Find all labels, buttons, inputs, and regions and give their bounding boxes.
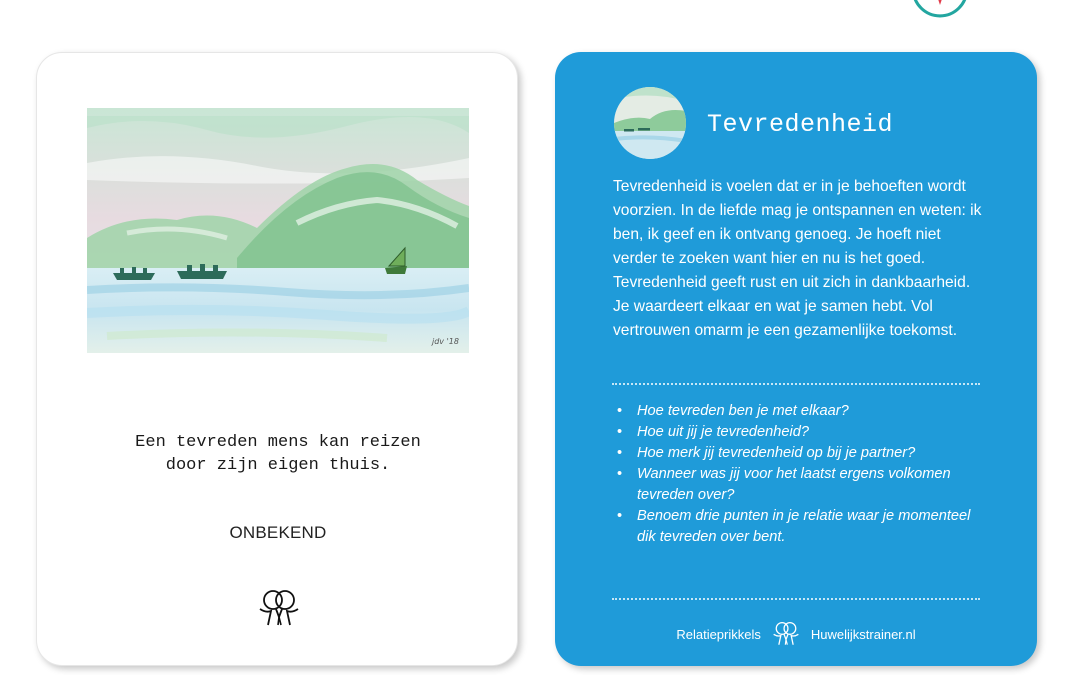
info-card (555, 52, 1037, 666)
quote-line: door zijn eigen thuis. (165, 456, 391, 475)
question-item: • Hoe tevreden ben je met elkaar? (617, 401, 987, 422)
couple-logo-icon (256, 587, 302, 627)
card-footer (555, 620, 1037, 649)
question-list (617, 401, 987, 548)
dotted-divider (612, 383, 980, 385)
badge-logo-icon (892, 0, 988, 22)
quote-text (37, 431, 519, 477)
dotted-divider (612, 598, 980, 600)
footer-website[interactable]: Huwelijkstrainer.nl (810, 627, 916, 642)
quote-author: ONBEKEND (229, 523, 327, 542)
question-item: • Benoem drie punten in je relatie waar je momenteel dik tevreden over bent. (617, 506, 987, 548)
question-item: • Hoe merk jij tevredenheid op bij je partner? (617, 443, 987, 464)
quote-card (36, 52, 518, 666)
couple-logo-icon (771, 620, 801, 649)
quote-line: Een tevreden mens kan reizen (135, 433, 421, 452)
description-text: Tevredenheid is voelen dat er in je behoeften wordt voorzien. In de liefde mag je ontspannen en weten: ik ben, ik geef en ik ontvang genoeg. Je hoeft niet verder te zoeken want hier en nu is het goed. Tevredenheid geeft rust en uit zich in dankbaarheid. Je waardeert elkaar en wat je samen hebt. Vol vertrouwen omarm je een gezamenlijke toekomst. (613, 178, 982, 339)
question-item: • Hoe uit jij je tevredenheid? (617, 422, 987, 443)
painting-thumbnail (614, 87, 686, 159)
footer-brand-left: Relatieprikkels (676, 627, 761, 642)
painting-signature: jdv '18 (432, 337, 459, 346)
watercolor-painting (87, 108, 469, 353)
question-item: • Wanneer was jij voor het laatst ergens volkomen tevreden over? (617, 464, 987, 506)
card-title: Tevredenheid (707, 110, 894, 139)
